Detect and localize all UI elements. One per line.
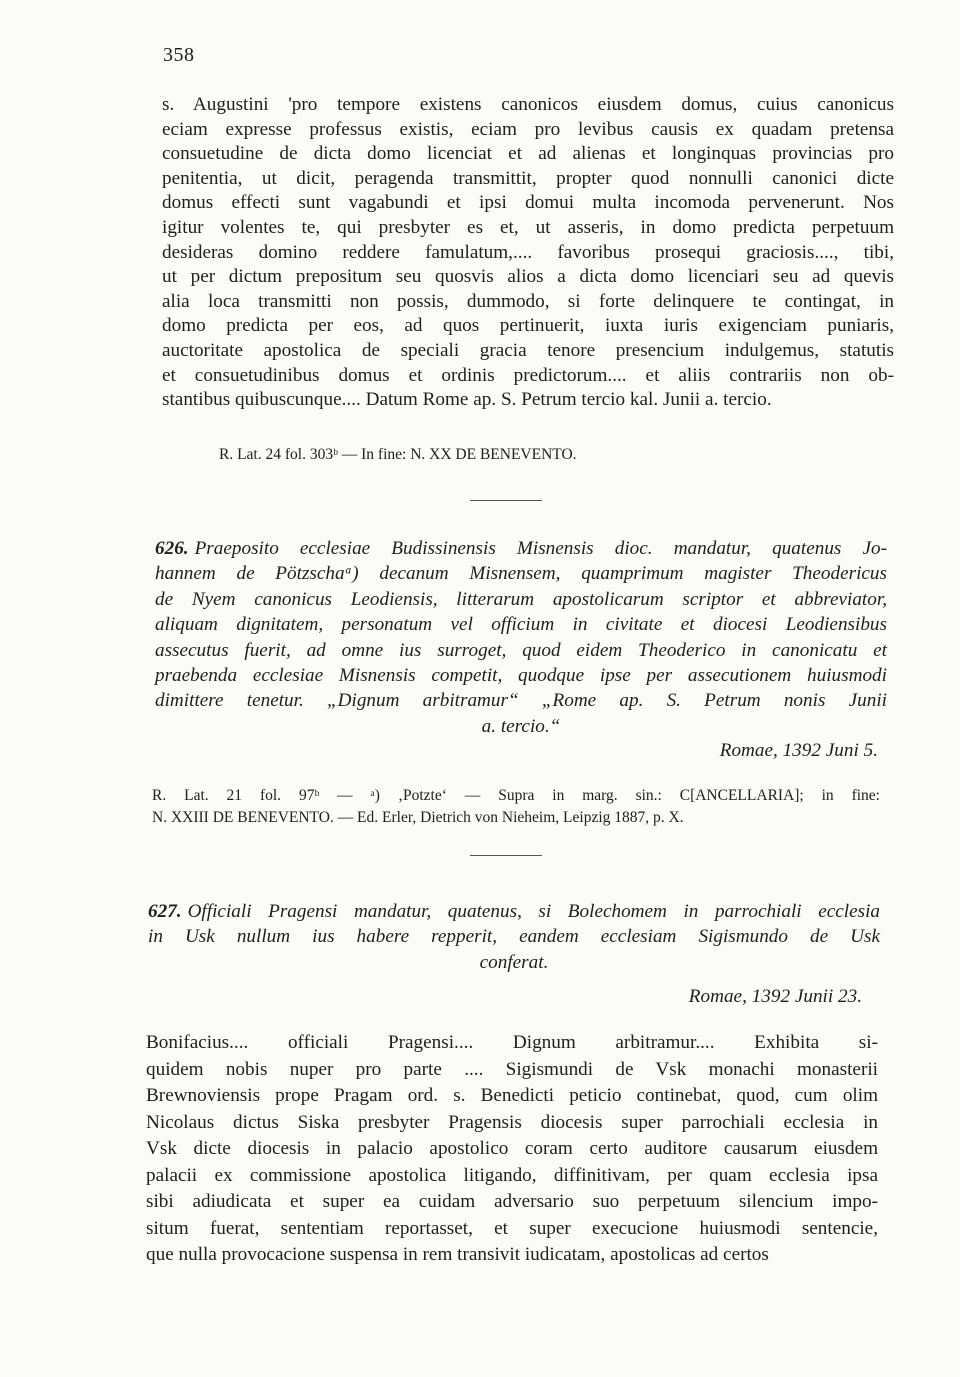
- text-line: palacii ex commissione apostolica litigando, diffinitivam, per quam ecclesia ipsa: [146, 1164, 878, 1186]
- text-line: s. Augustini 'pro tempore existens canonicos eiusdem domus, cuius canonicus: [162, 94, 894, 115]
- entry-626-title-line: a. tercio.“: [481, 715, 561, 737]
- separator-rule-2: [470, 855, 542, 856]
- note-1-line: R. Lat. 24 fol. 303ᵇ — In fine: N. XX DE BENEVENTO.: [219, 446, 577, 463]
- text-block-1: [162, 93, 894, 413]
- entry-626-date: Romae, 1392 Juni 5.: [719, 740, 878, 761]
- entry-627-title-line: in Usk nullum ius habere repperit, eandem ecclesiam Sigismundo de Usk: [148, 926, 880, 948]
- text-line: stantibus quibuscunque.... Datum Rome ap. S. Petrum tercio kal. Junii a. tercio.: [162, 389, 772, 411]
- text-line: quidem nobis nuper pro parte .... Sigismundi de Vsk monachi monasterii: [146, 1058, 878, 1080]
- entry-626-title-line: Praeposito ecclesiae Budissinensis Misnensis dioc. mandatur, quatenus Jo-: [194, 538, 887, 559]
- text-line: alia loca transmitti non possis, dummodo, si forte delinquere te contingat, in: [162, 290, 894, 312]
- note-1: [219, 444, 719, 466]
- text-line: Brewnoviensis prope Pragam ord. s. Benedicti peticio continebat, quod, cum olim: [146, 1085, 878, 1106]
- entry-627-number: 627.: [148, 901, 182, 922]
- text-line: igitur volentes te, qui presbyter es et, ut asseris, in domo predicta perpetuum: [162, 216, 894, 238]
- text-line: et consuetudinibus domus et ordinis predictorum.... et aliis contrariis non ob-: [162, 364, 894, 386]
- entry-627-title-line: Officiali Pragensi mandatur, quatenus, si Bolechomem in parrochiali ecclesia: [187, 901, 880, 922]
- text-line: situm fuerat, sententiam reportasset, et super execucione huiusmodi sentencie,: [146, 1217, 878, 1239]
- entry-626-title-line: aliquam dignitatem, personatum vel officium in civitate et diocesi Leodiensibus: [155, 614, 887, 636]
- page-number: 358: [163, 44, 195, 66]
- text-line: domo predicta per eos, ad quos pertinuerit, iuxta iuris exigenciam puniaris,: [162, 315, 894, 337]
- entry-626-title: [155, 536, 887, 739]
- text-line: eciam expresse professus existis, eciam pro levibus causis ex quadam pretensa: [162, 118, 894, 140]
- text-line: Nicolaus dictus Siska presbyter Pragensis diocesis super parrochiali ecclesia in: [146, 1111, 878, 1133]
- entry-627-title: [148, 899, 880, 975]
- text-line: penitentia, ut dicit, peragenda transmittit, propter quod nonnulli canonici dicte: [162, 167, 894, 189]
- entry-627-title-line: conferat.: [479, 951, 549, 973]
- separator-rule-1: [470, 500, 542, 501]
- text-line: que nulla provocacione suspensa in rem transivit iudicatam, apostolicas ad certos: [146, 1244, 769, 1265]
- text-line: consuetudine de dicta domo licenciat et ad alienas et longinquas provincias pro: [162, 143, 894, 165]
- entry-626-note-line: R. Lat. 21 fol. 97ᵇ — ᵃ) ‚Potzte‘ — Supra in marg. sin.: C[ANCELLARIA]; in fine:: [152, 787, 880, 804]
- text-line: Bonifacius.... officiali Pragensi.... Dignum arbitramur.... Exhibita si-: [146, 1032, 878, 1053]
- entry-626-number: 626.: [155, 538, 189, 559]
- entry-626-title-line: praebenda ecclesiae Misnensis competit, quodque ipse per assecutionem huiusmodi: [155, 665, 887, 687]
- text-line: ut per dictum prepositum seu quosvis alios a dicta domo licenciari seu ad quevis: [162, 266, 894, 288]
- text-line: domus effecti sunt vagabundi et ipsi domui multa incomoda pervenerunt. Nos: [162, 192, 894, 214]
- entry-626-note: [152, 785, 880, 829]
- text-line: auctoritate apostolica de speciali gracia tenore presencium indulgemus, statutis: [162, 339, 894, 361]
- entry-627-body: [146, 1030, 878, 1269]
- entry-626-title-line: de Nyem canonicus Leodiensis, litterarum apostolicarum scriptor et abbreviator,: [155, 588, 887, 610]
- text-line: desideras domino reddere famulatum,.... favoribus prosequi graciosis...., tibi,: [162, 241, 894, 263]
- entry-627-date: Romae, 1392 Junii 23.: [688, 986, 862, 1007]
- entry-626-title-line: dimittere tenetur. „Dignum arbitramur“ „Rome ap. S. Petrum nonis Junii: [155, 690, 887, 712]
- entry-626-note-line: N. XXIII DE BENEVENTO. — Ed. Erler, Dietrich von Nieheim, Leipzig 1887, p. X.: [152, 809, 684, 826]
- entry-626-title-line: assecutus fuerit, ad omne ius surroget, quod eidem Theoderico in canonicatu et: [155, 639, 887, 661]
- text-line: sibi adiudicata et super ea cuidam adversario suo perpetuum silencium impo-: [146, 1191, 878, 1212]
- text-line: Vsk dicte diocesis in palacio apostolico coram certo auditore causarum eiusdem: [146, 1138, 878, 1159]
- entry-626-title-line: hannem de Pötzschaᵃ) decanum Misnensem, quamprimum magister Theodericus: [155, 563, 887, 585]
